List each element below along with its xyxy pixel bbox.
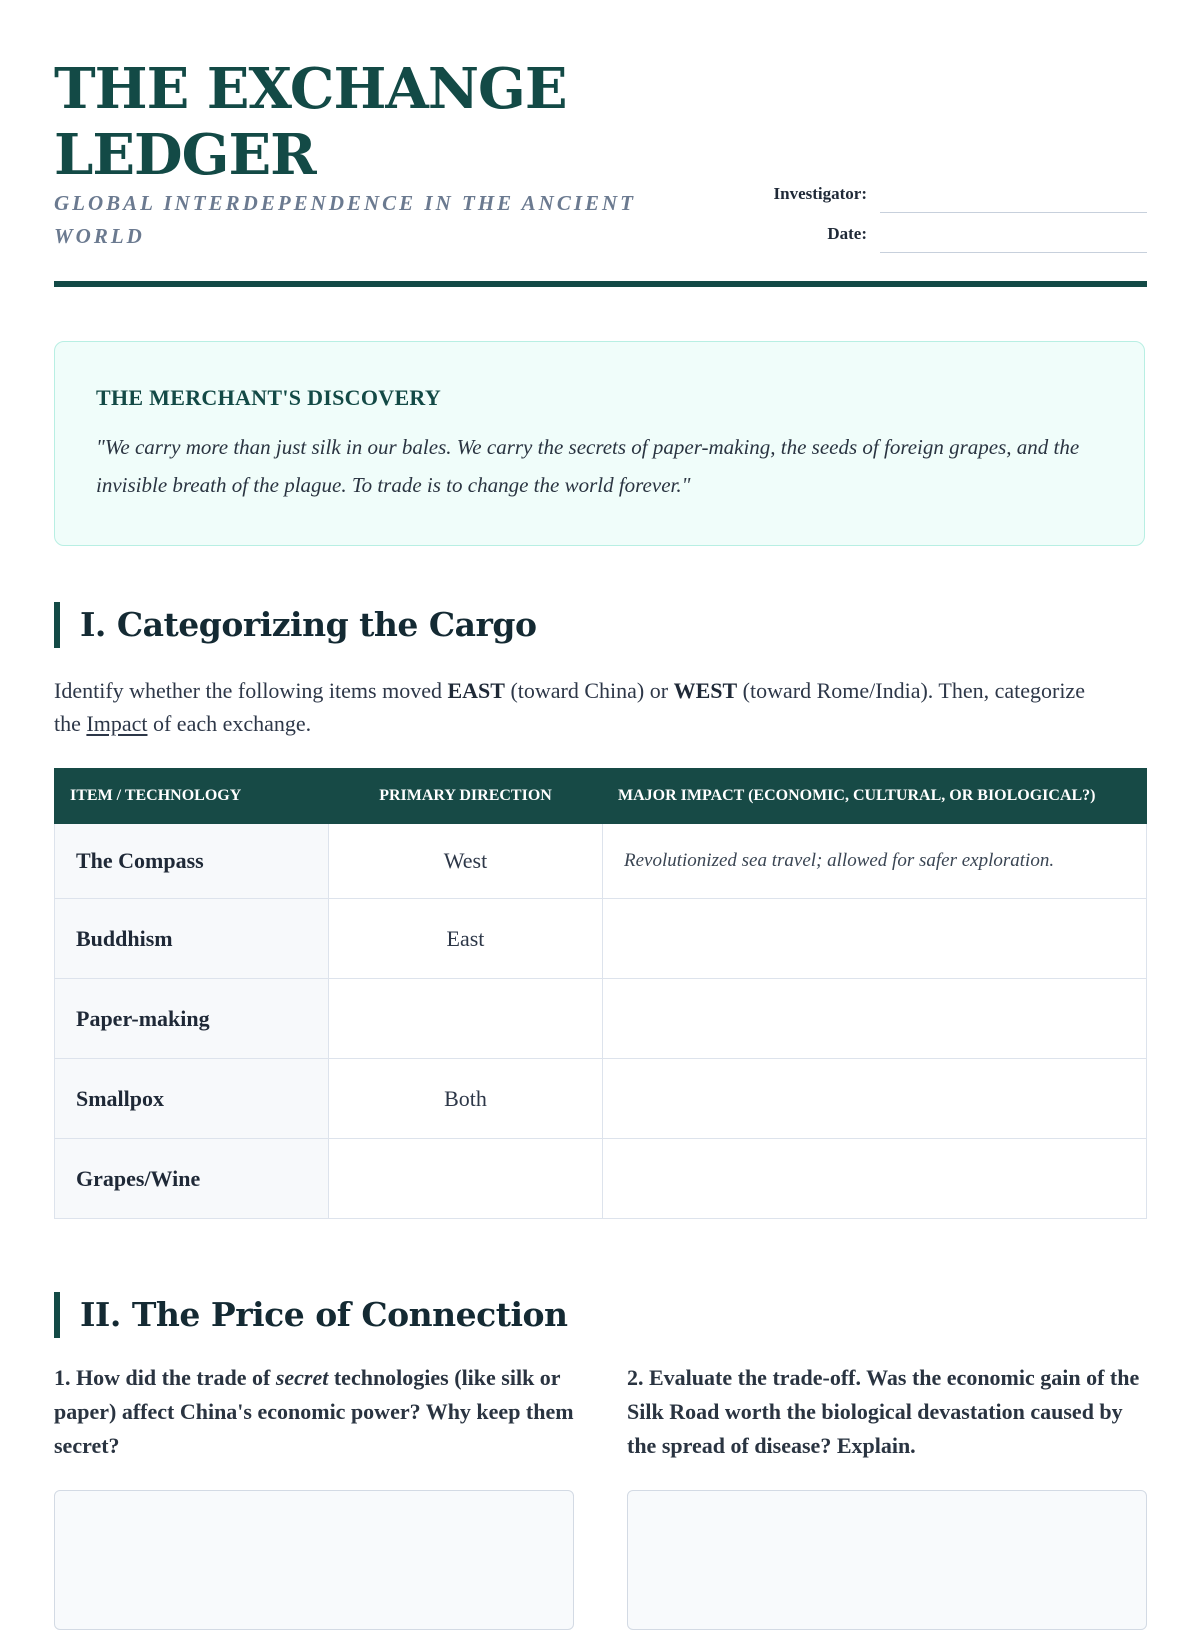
section-accent-bar xyxy=(54,1292,60,1338)
impact-cell[interactable] xyxy=(603,1139,1147,1219)
date-row xyxy=(727,224,1147,254)
question-emphasis: secret xyxy=(275,1365,329,1390)
direction-cell[interactable]: West xyxy=(329,824,603,899)
table-row xyxy=(55,979,1147,1059)
worksheet-subtitle: GLOBAL INTERDEPENDENCE IN THE ANCIENT WORLD xyxy=(54,191,637,248)
instructions-text: (toward China) or xyxy=(504,678,674,703)
section-instructions xyxy=(54,674,1114,740)
impact-cell[interactable] xyxy=(603,979,1147,1059)
column-header-direction: PRIMARY DIRECTION xyxy=(329,769,603,824)
question-2: 2. Evaluate the trade-off. Was the economic gain of the Silk Road worth the biological devastation caused by the spread of disease? Explain. xyxy=(627,1365,1140,1458)
question-text: technologies (like silk or paper) affect China's economic power? Why keep them secret? xyxy=(54,1365,574,1458)
table-row xyxy=(55,899,1147,979)
section-heading-cargo xyxy=(54,602,1147,650)
investigator-label: Investigator: xyxy=(773,184,867,203)
date-label: Date: xyxy=(827,224,867,243)
answer-box-2[interactable] xyxy=(627,1490,1147,1630)
investigator-row xyxy=(727,184,1147,214)
worksheet-page xyxy=(54,0,1147,1600)
column-header-impact: MAJOR IMPACT (ECONOMIC, CULTURAL, OR BIOLOGICAL?) xyxy=(603,769,1147,824)
section-accent-bar xyxy=(54,602,60,648)
east-keyword: EAST xyxy=(447,678,505,703)
merchant-callout xyxy=(54,341,1145,546)
section-heading-connection xyxy=(54,1292,1147,1340)
answer-box-1[interactable] xyxy=(54,1490,574,1630)
instructions-text: of each exchange. xyxy=(147,711,312,736)
question-1 xyxy=(54,1361,574,1463)
direction-cell[interactable] xyxy=(329,979,603,1059)
direction-cell[interactable] xyxy=(329,1139,603,1219)
instructions-text: (toward Rome/India). Then, categorize the xyxy=(54,678,1085,736)
header-divider xyxy=(54,281,1147,287)
table-header-row xyxy=(55,769,1147,824)
west-keyword: WEST xyxy=(673,678,738,703)
merchant-quote: "We carry more than just silk in our bales. We carry the secrets of paper-making, the seeds of foreign grapes, and the invisible breath of the plague. To trade is to change the world forever." xyxy=(96,435,1080,497)
investigator-field[interactable] xyxy=(880,184,1147,213)
table-row xyxy=(55,1059,1147,1139)
item-cell: Smallpox xyxy=(55,1059,329,1139)
instructions-text: Identify whether the following items moved xyxy=(54,678,448,703)
cargo-table xyxy=(54,768,1147,1219)
item-cell: The Compass xyxy=(55,824,329,899)
section-title: II. The Price of Connection xyxy=(80,1295,568,1334)
table-row xyxy=(55,1139,1147,1219)
item-cell: Buddhism xyxy=(55,899,329,979)
worksheet-header xyxy=(54,0,1147,290)
worksheet-title: THE EXCHANGE LEDGER xyxy=(54,56,567,188)
impact-cell[interactable] xyxy=(603,899,1147,979)
question-text: 1. How did the trade of xyxy=(54,1365,276,1390)
section-title: I. Categorizing the Cargo xyxy=(80,605,537,644)
table-row xyxy=(55,824,1147,899)
item-cell: Paper-making xyxy=(55,979,329,1059)
direction-cell[interactable]: Both xyxy=(329,1059,603,1139)
impact-keyword: Impact xyxy=(86,711,148,736)
impact-cell[interactable]: Revolutionized sea travel; allowed for safer exploration. xyxy=(603,824,1147,899)
column-header-item: ITEM / TECHNOLOGY xyxy=(55,769,329,824)
direction-cell[interactable]: East xyxy=(329,899,603,979)
callout-title: THE MERCHANT'S DISCOVERY xyxy=(96,385,442,410)
impact-cell[interactable] xyxy=(603,1059,1147,1139)
date-field[interactable] xyxy=(880,224,1147,253)
item-cell: Grapes/Wine xyxy=(55,1139,329,1219)
